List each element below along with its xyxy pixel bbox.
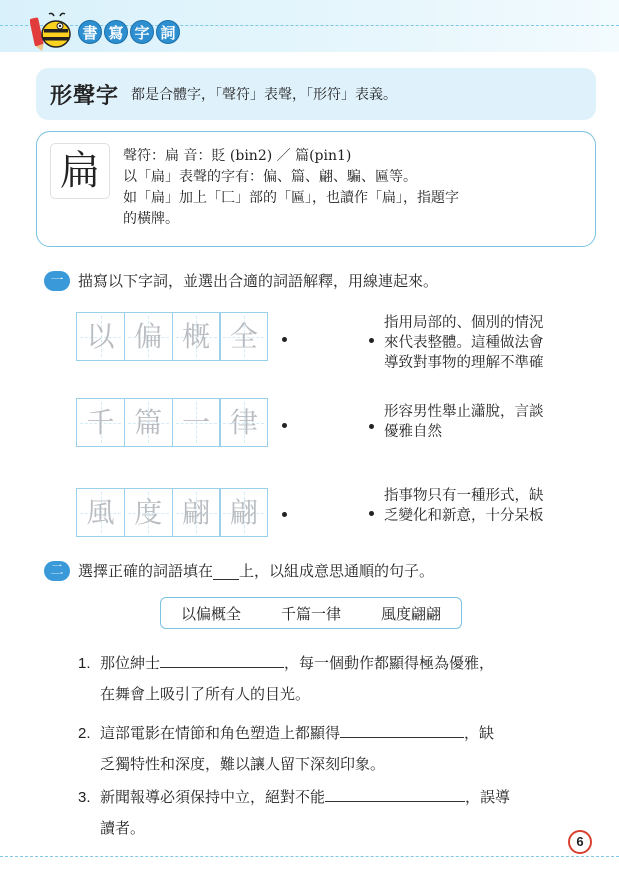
- concept-term: 形聲字: [50, 82, 120, 109]
- tracing-word-row[interactable]: [76, 312, 267, 361]
- answer-blank[interactable]: [160, 650, 284, 668]
- bee-pencil-mascot-icon: [30, 12, 74, 52]
- tracing-cell[interactable]: 律: [219, 398, 268, 447]
- tracing-cell[interactable]: 翩: [172, 488, 221, 537]
- word-bank-item: 以偏概全: [180, 604, 241, 623]
- tracing-word-row[interactable]: [76, 488, 267, 537]
- tracing-cell[interactable]: 以: [76, 312, 125, 361]
- section-2-instruction-part: 上，以組成意思通順的句子。: [239, 562, 435, 580]
- tracing-cell[interactable]: 全: [219, 312, 268, 361]
- match-dot-left[interactable]: [282, 512, 287, 517]
- section-title-badge: [30, 14, 182, 50]
- section-2-heading: [44, 560, 434, 581]
- meaning-option: 指用局部的、個別的情況 來代表整體。這種做法會 導致對事物的理解不準確: [384, 315, 544, 371]
- section-1-heading: [44, 270, 438, 291]
- match-dot-right[interactable]: [369, 338, 374, 343]
- title-char: 寫: [104, 20, 128, 44]
- tracing-cell[interactable]: 千: [76, 398, 125, 447]
- question-2: 2. 這部電影在情節和角色塑造上都顯得 ，缺 乏獨特性和深度，難以讓人留下深刻印象。: [78, 718, 588, 779]
- page-number-badge: 6: [568, 830, 592, 854]
- question-1: 1. 那位紳士 ，每一個動作都顯得極為優雅， 在舞會上吸引了所有人的目光。: [78, 648, 588, 709]
- word-bank-item: 千篇一律: [280, 604, 341, 623]
- character-info-box: [36, 131, 596, 247]
- section-2-instruction-part: 選擇正確的詞語填在: [78, 562, 214, 580]
- featured-character: 扁: [51, 144, 109, 198]
- title-char: 字: [130, 20, 154, 44]
- word-bank: [160, 597, 462, 629]
- meaning-option: 指事物只有一種形式，缺 乏變化和新意，十分呆板: [384, 488, 544, 524]
- concept-banner: [36, 68, 596, 120]
- info-line: 以「扁」表聲的字有：偏、篇、翩、騙、匾等。: [123, 169, 417, 185]
- section-number-badge: 二: [44, 561, 70, 581]
- question-number: 1.: [78, 655, 91, 672]
- tracing-cell[interactable]: 偏: [124, 312, 173, 361]
- concept-description: 都是合體字，「聲符」表聲，「形符」表義。: [131, 87, 398, 103]
- question-number: 3.: [78, 789, 91, 806]
- match-dot-right[interactable]: [369, 511, 374, 516]
- bottom-dashed-line: [0, 856, 619, 857]
- answer-blank[interactable]: [340, 720, 464, 738]
- info-line: 如「扁」加上「匚」部的「匾」，也讀作「扁」，指題字: [123, 190, 459, 206]
- tracing-cell[interactable]: 篇: [124, 398, 173, 447]
- title-char: 詞: [156, 20, 180, 44]
- question-3: 3. 新聞報導必須保持中立，絕對不能 ，誤導 讀者。: [78, 782, 588, 843]
- title-char: 書: [78, 20, 102, 44]
- match-dot-left[interactable]: [282, 337, 287, 342]
- blank-line: [213, 562, 239, 580]
- info-line: 的橫牌。: [123, 211, 179, 227]
- character-info-text: [123, 146, 593, 230]
- match-dot-right[interactable]: [369, 424, 374, 429]
- tracing-cell[interactable]: 翩: [219, 488, 268, 537]
- tracing-cell[interactable]: 一: [172, 398, 221, 447]
- meaning-option: 形容男性舉止瀟脫，言談 優雅自然: [384, 404, 544, 440]
- tracing-cell[interactable]: 度: [124, 488, 173, 537]
- section-number-badge: 一: [44, 271, 70, 291]
- word-bank-item: 風度翩翩: [380, 604, 441, 623]
- info-line: 聲符：扁 音：貶 (bin2) ／ 篇(pin1): [123, 148, 352, 164]
- answer-blank[interactable]: [325, 784, 465, 802]
- title-text: [78, 20, 182, 44]
- tracing-cell[interactable]: 概: [172, 312, 221, 361]
- tracing-cell[interactable]: 風: [76, 488, 125, 537]
- question-number: 2.: [78, 725, 91, 742]
- match-dot-left[interactable]: [282, 423, 287, 428]
- tracing-word-row[interactable]: [76, 398, 267, 447]
- section-1-instruction: 描寫以下字詞，並選出合適的詞語解釋，用線連起來。: [78, 272, 439, 290]
